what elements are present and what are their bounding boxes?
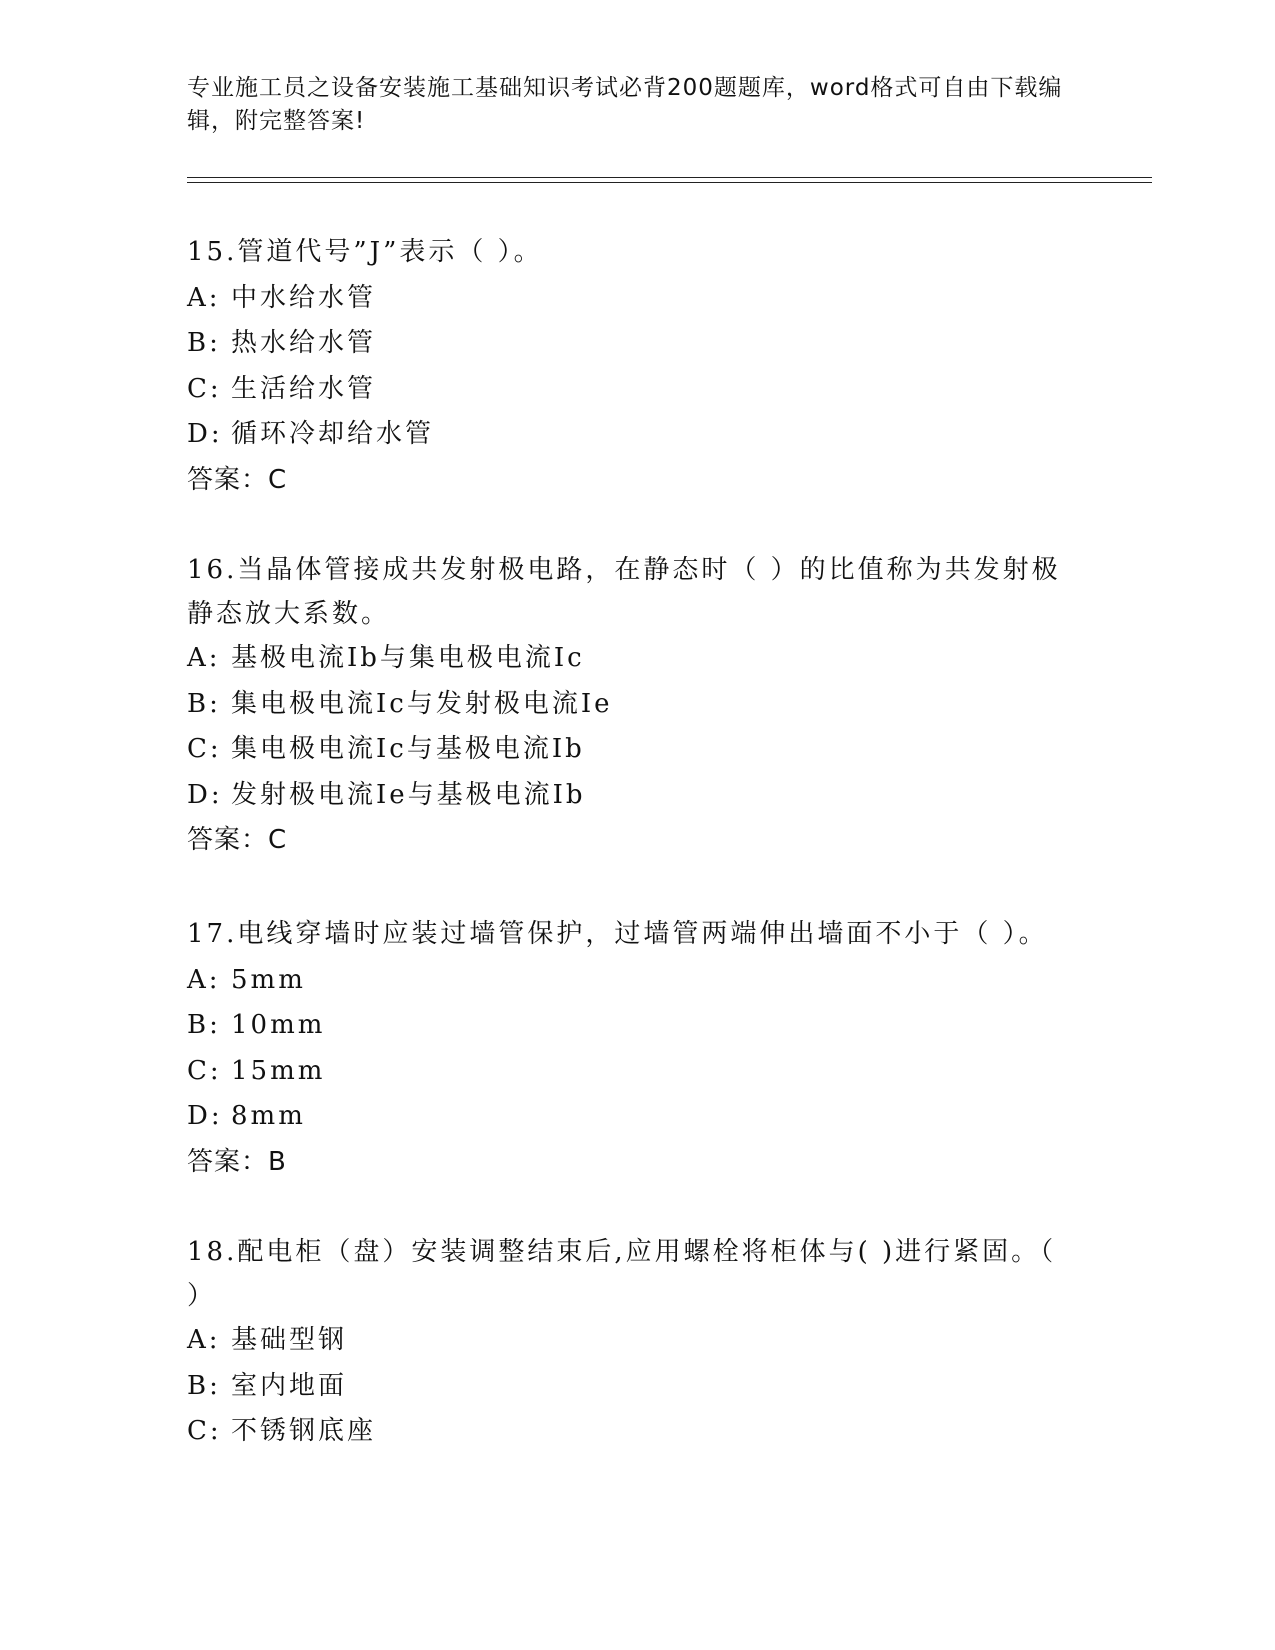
option-text: 中水给水管: [231, 282, 377, 313]
header-rule-top: [187, 177, 1152, 178]
option-text: 发射极电流Ie与基极电流Ib: [231, 779, 586, 810]
option-a: [187, 636, 1067, 682]
question-stem: 15.管道代号”J”表示（ ）。: [187, 237, 543, 267]
option-letter: B:: [187, 1010, 221, 1040]
option-letter: B:: [187, 328, 221, 358]
answer-line: 答案：C: [187, 825, 288, 855]
option-letter: D:: [187, 1101, 223, 1131]
option-d: [187, 1094, 1067, 1140]
option-c: [187, 367, 1067, 413]
question-17: [187, 912, 1067, 1185]
option-c: [187, 1409, 1067, 1455]
option-text: 集电极电流Ic与基极电流Ib: [231, 734, 585, 764]
question-stem: 17.电线穿墙时应装过墙管保护，过墙管两端伸出墙面不小于（ ）。: [187, 919, 1048, 949]
option-letter: A:: [187, 282, 221, 313]
option-letter: C:: [187, 734, 222, 764]
header-rule-bottom: [187, 182, 1152, 183]
answer-line: 答案：B: [187, 1146, 287, 1177]
option-letter: C:: [187, 1055, 222, 1086]
option-b: [187, 321, 1067, 367]
option-c: [187, 727, 1067, 773]
option-letter: A:: [187, 964, 221, 995]
option-letter: A:: [187, 643, 221, 673]
option-text: 不锈钢底座: [231, 1416, 377, 1446]
option-letter: D:: [187, 419, 223, 449]
option-b: [187, 1364, 1067, 1410]
option-a: [187, 276, 1067, 322]
option-c: [187, 1049, 1067, 1095]
question-stem: 16.当晶体管接成共发射极电路，在静态时（ ）的比值称为共发射极静态放大系数。: [187, 555, 1061, 629]
option-a: [187, 1318, 1067, 1364]
option-d: [187, 412, 1067, 458]
option-text: 8mm: [231, 1101, 306, 1131]
option-letter: B:: [187, 1370, 221, 1401]
question-18: [187, 1230, 1067, 1455]
option-text: 基础型钢: [231, 1325, 348, 1355]
option-letter: D:: [187, 779, 223, 810]
answer-line: 答案：C: [187, 464, 288, 495]
question-15: [187, 230, 1067, 503]
option-text: 5mm: [231, 964, 306, 995]
option-text: 循环冷却给水管: [231, 419, 435, 449]
option-a: [187, 958, 1067, 1004]
option-b: [187, 1003, 1067, 1049]
option-text: 基极电流Ib与集电极电流Ic: [231, 643, 585, 673]
option-letter: C:: [187, 1416, 222, 1446]
question-stem: 18.配电柜（盘）安装调整结束后,应用螺栓将柜体与( )进行紧固。（ ）: [187, 1237, 1057, 1311]
option-letter: B:: [187, 688, 221, 719]
option-text: 热水给水管: [231, 328, 377, 358]
question-16: [187, 548, 1067, 864]
option-b: [187, 682, 1067, 728]
option-text: 生活给水管: [231, 373, 377, 404]
option-d: [187, 773, 1067, 819]
option-letter: A:: [187, 1325, 221, 1355]
option-text: 10mm: [231, 1010, 326, 1040]
option-text: 集电极电流Ic与发射极电流Ie: [231, 688, 613, 719]
option-text: 室内地面: [231, 1370, 348, 1401]
option-letter: C:: [187, 373, 222, 404]
document-header: 专业施工员之设备安装施工基础知识考试必背200题题库，word格式可自由下载编辑，附完整答案!: [187, 75, 1063, 134]
option-text: 15mm: [231, 1055, 326, 1086]
